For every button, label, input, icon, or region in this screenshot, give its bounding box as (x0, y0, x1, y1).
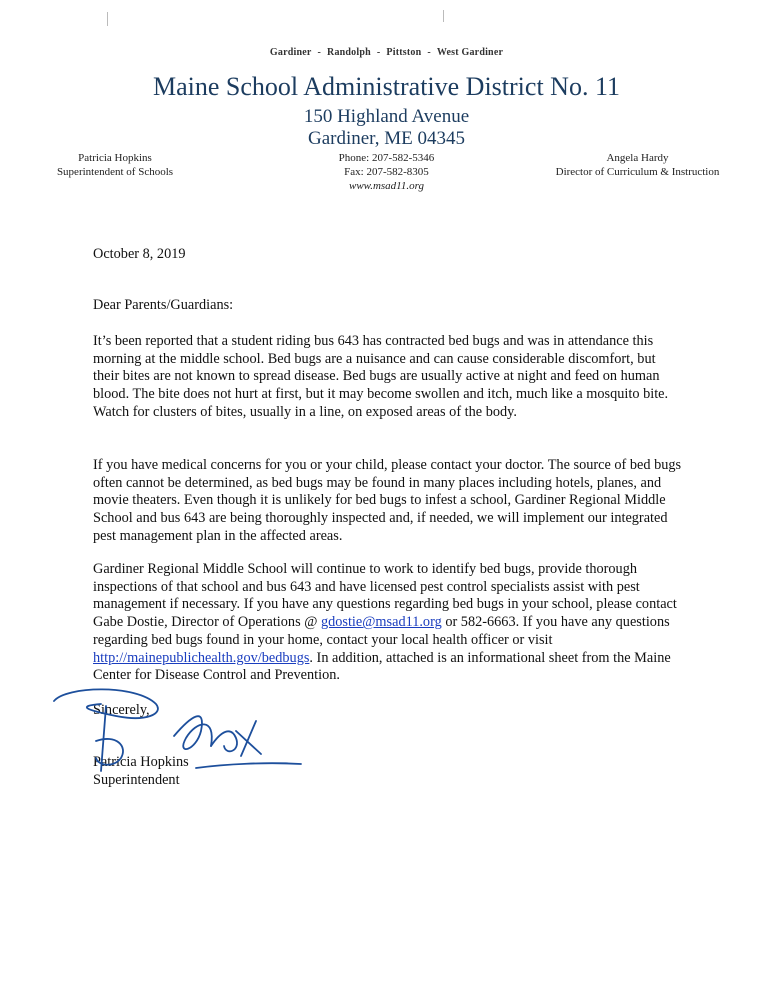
fax-number: Fax: 207-582-8305 (344, 166, 429, 178)
staff-name: Angela Hardy (606, 152, 669, 164)
email-link[interactable]: gdostie@msad11.org (320, 614, 442, 631)
district-name: Maine School Administrative District No. 11 (153, 72, 620, 101)
town-name: Gardiner (269, 47, 312, 58)
signer-title: Superintendent (93, 772, 180, 788)
scan-artifact-left (107, 12, 108, 26)
bedbugs-info-link[interactable]: http://mainepublichealth.gov/bedbugs (93, 649, 310, 666)
right-staff-block (530, 151, 745, 179)
website: www.msad11.org (349, 180, 424, 192)
letter-date: October 8, 2019 (93, 246, 186, 262)
body-paragraph-3: Gardiner Regional Middle School will continue to work to identify bed bugs, provide thorough inspections of that school and bus 643 and have licensed pest control specialists assist with pest management if necessary. If you have any questions regarding bed bugs in your school, please contact Gabe Dostie, Director of Operations @ gdostie@msad11.org or 582-6663. If you have any questions regarding bed bugs found in your home, contact your local health officer or visit http://mainepublichealth.gov/bedbugs. In addition, attached is an informational sheet from the Maine Center for Disease Control and Prevention. (93, 561, 677, 684)
closing: Sincerely, (93, 702, 150, 718)
town-name: Pittston (386, 47, 422, 58)
staff-title: Director of Curriculum & Instruction (555, 166, 720, 178)
scan-artifact-right (443, 10, 444, 22)
signer-name: Patricia Hopkins (93, 754, 189, 770)
body-paragraph-1: It’s been reported that a student riding bus 643 has contracted bed bugs and was in attendance this morning at the middle school. Bed bugs are a nuisance and can cause considerable discomfort, but their bites are not known to spread disease. Bed bugs are usually active at night and feed on human blood. The bite does not hurt at first, but it may become swollen and itch, much like a mosquito bite. Watch for clusters of bites, usually in a line, on exposed areas of the body. (93, 333, 669, 420)
body-paragraph-2: If you have medical concerns for you or your child, please contact your doctor. The source of bed bugs often cannot be determined, as bed bugs may be found in many places including hotels, planes, and movie theaters. Even though it is unlikely for bed bugs to infest a school, Gardiner Regional Middle School and bus 643 are being thoroughly inspected and, if needed, we will implement our integrated pest management plan in the affected areas. (93, 457, 682, 544)
staff-title: Superintendent of Schools (56, 166, 174, 178)
town-name: West Gardiner (436, 47, 504, 58)
staff-name: Patricia Hopkins (78, 152, 152, 164)
town-name: Randolph (327, 47, 371, 58)
left-staff-block (30, 151, 200, 179)
member-towns: Gardiner - Randolph - Pittston - West Gardiner (269, 47, 504, 58)
address-city: Gardiner, ME 04345 (307, 128, 465, 149)
address-street: 150 Highland Avenue (303, 106, 470, 127)
phone-number: Phone: 207-582-5346 (338, 152, 435, 164)
salutation: Dear Parents/Guardians: (93, 297, 234, 313)
handwritten-signature (46, 676, 316, 786)
